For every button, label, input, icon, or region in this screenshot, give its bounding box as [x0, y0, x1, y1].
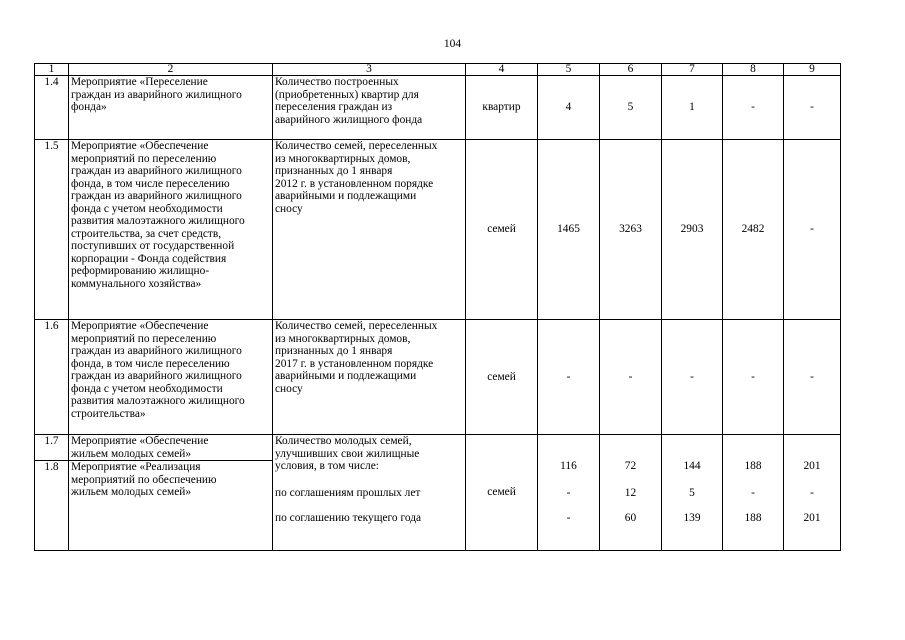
- col-header-2: 2: [69, 64, 273, 76]
- table-row-1-5: [35, 140, 841, 320]
- indicator-name: Количество семей, переселенных из многоквартирных домов, признанных до 1 января 2017 г. в установленном порядке аварийными и подлежащими сносу: [273, 320, 466, 435]
- value-col6: 3263: [600, 140, 662, 320]
- value-col8: -: [723, 320, 784, 435]
- col-header-5: 5: [538, 64, 600, 76]
- value-col7: -: [662, 320, 723, 435]
- row-number: 1.4: [35, 76, 69, 140]
- col-header-6: 6: [600, 64, 662, 76]
- col-header-9: 9: [784, 64, 841, 76]
- unit: семей: [466, 435, 538, 551]
- table-row-1-6: [35, 320, 841, 435]
- col-header-3: 3: [273, 64, 466, 76]
- table-row-1-7: [35, 435, 841, 461]
- col-header-7: 7: [662, 64, 723, 76]
- col-header-8: 8: [723, 64, 784, 76]
- unit: квартир: [466, 76, 538, 140]
- indicator-name: Количество семей, переселенных из многоквартирных домов, признанных до 1 января 2012 г. в установленном порядке аварийными и подлежащими сносу: [273, 140, 466, 320]
- page-number: 104: [443, 38, 462, 50]
- row-number: 1.5: [35, 140, 69, 320]
- value-col9: -: [784, 76, 841, 140]
- row-number: 1.8: [35, 461, 69, 551]
- value-col7: 144 5 139: [662, 435, 723, 551]
- value-col7: 2903: [662, 140, 723, 320]
- value-col5: 116 - -: [538, 435, 600, 551]
- value-col9: 201 - 201: [784, 435, 841, 551]
- value-col9: -: [784, 140, 841, 320]
- value-col5: -: [538, 320, 600, 435]
- unit: семей: [466, 140, 538, 320]
- measure-name: Мероприятие «Обеспечение мероприятий по переселению граждан из аварийного жилищного фонда, в том числе переселению граждан из аварийного жилищного фонда с учетом необходимости развития малоэтажного жилищного строительства»: [69, 320, 273, 435]
- current-year-label: по соглашению текущего года: [275, 512, 422, 524]
- measure-name: Мероприятие «Реализация мероприятий по обеспечению жильем молодых семей»: [69, 461, 273, 551]
- value-col6: -: [600, 320, 662, 435]
- value-col7: 1: [662, 76, 723, 140]
- col-header-1: 1: [35, 64, 69, 76]
- indicator-name: Количество построенных (приобретенных) квартир для переселения граждан из аварийного жилищного фонда: [273, 76, 466, 140]
- column-number-row: [35, 64, 841, 76]
- col-header-4: 4: [466, 64, 538, 76]
- indicator-name: Количество молодых семей, улучшивших свои жилищные условия, в том числе: по соглашениям прошлых лет по соглашению текущего года: [273, 435, 466, 551]
- value-col5: 4: [538, 76, 600, 140]
- value-col6: 72 12 60: [600, 435, 662, 551]
- prev-years-label: по соглашениям прошлых лет: [275, 486, 421, 499]
- measure-name: Мероприятие «Переселение граждан из аварийного жилищного фонда»: [69, 76, 273, 140]
- row-number: 1.6: [35, 320, 69, 435]
- value-col5: 1465: [538, 140, 600, 320]
- measure-name: Мероприятие «Обеспечение жильем молодых семей»: [69, 435, 273, 461]
- value-col8: -: [723, 76, 784, 140]
- row-number: 1.7: [35, 435, 69, 461]
- value-col8: 188 - 188: [723, 435, 784, 551]
- value-col8: 2482: [723, 140, 784, 320]
- measure-name: Мероприятие «Обеспечение мероприятий по переселению граждан из аварийного жилищного фонда, в том числе переселению граждан из аварийного жилищного фонда с учетом необходимости развития малоэтажного жилищного строительства, за счет средств, поступивших от государственной корпорации - Фонда содействия реформированию жилищно- коммунального хозяйства»: [69, 140, 273, 320]
- value-col6: 5: [600, 76, 662, 140]
- table-row-1-4: [35, 76, 841, 140]
- value-col9: -: [784, 320, 841, 435]
- unit: семей: [466, 320, 538, 435]
- indicators-table: [34, 63, 841, 551]
